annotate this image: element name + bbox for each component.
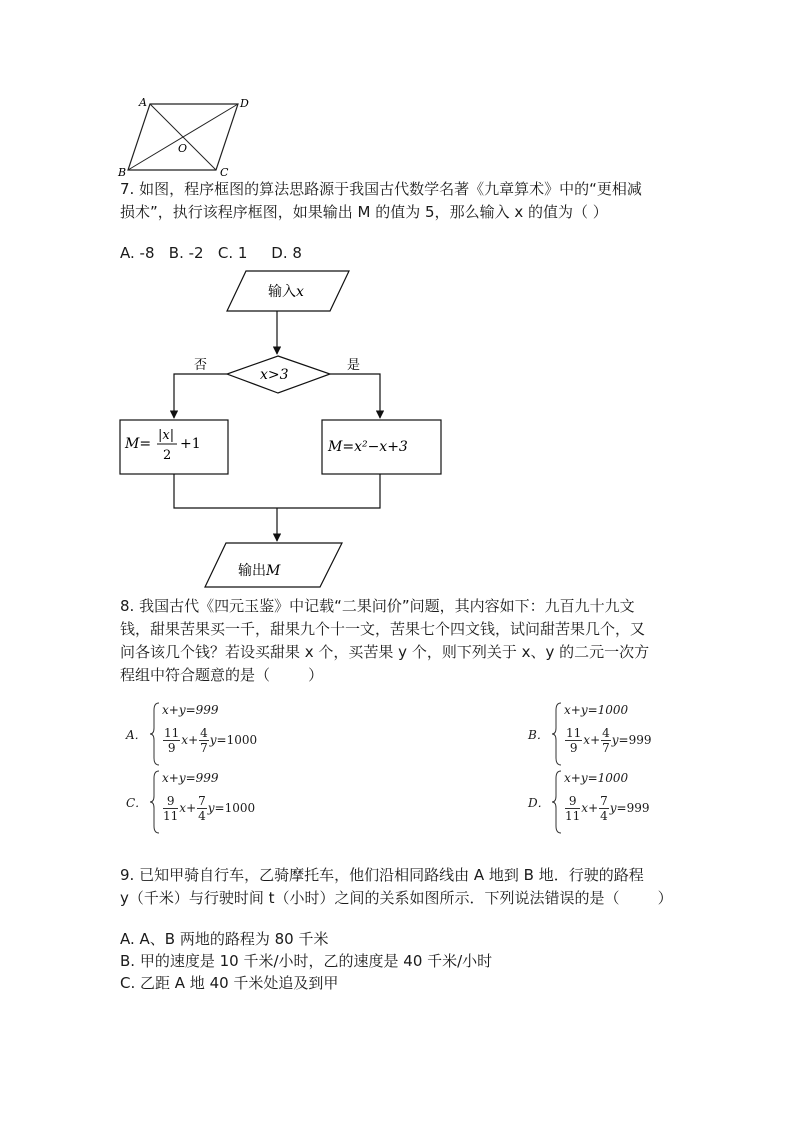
equation-2: $\frac{11}{9}$ x+ $\frac{4}{7}$ y=1000 bbox=[164, 726, 258, 755]
q9-option-c[interactable]: C. 乙距 A 地 40 千米处追及到甲 bbox=[120, 974, 339, 992]
arrow-yes-branch bbox=[330, 374, 380, 418]
brace-icon bbox=[552, 770, 562, 834]
equation-1: x+y=1000 bbox=[564, 703, 629, 717]
label-b: B bbox=[118, 166, 127, 179]
q8-line3: 问各该几个钱？若设买甜果 x 个，买苦果 y 个，则下列关于 x、y 的二元一次方 bbox=[120, 643, 650, 661]
left-box-prefix: M= bbox=[125, 436, 152, 452]
q8-line4: 程组中符合题意的是（ ） bbox=[120, 666, 324, 684]
option-label: C． bbox=[126, 796, 148, 810]
left-box-numerator: |x| bbox=[158, 428, 175, 443]
brace-icon bbox=[150, 702, 160, 766]
q8-line2: 钱，甜果苦果买一千，甜果九个十一文，苦果七个四文钱，试问甜苦果几个，又 bbox=[120, 620, 646, 638]
input-label: 输入x bbox=[268, 284, 304, 300]
arrow-no-branch bbox=[174, 374, 227, 418]
left-box-denominator: 2 bbox=[163, 448, 172, 463]
equation-1: x+y=999 bbox=[162, 771, 219, 785]
no-label: 否 bbox=[194, 358, 208, 373]
left-box-suffix: +1 bbox=[180, 436, 201, 452]
option-label: D． bbox=[528, 796, 550, 810]
label-d: D bbox=[240, 97, 249, 110]
q7-options: A. -8 B. -2 C. 1 D. 8 bbox=[120, 244, 302, 262]
q8-option-d[interactable] bbox=[528, 770, 698, 836]
right-box-formula: M=x²−x+3 bbox=[328, 439, 408, 455]
equation-1: x+y=1000 bbox=[564, 771, 629, 785]
brace-icon bbox=[552, 702, 562, 766]
equation-2: $\frac{9}{11}$ x+ $\frac{7}{4}$ y=1000 bbox=[163, 794, 256, 823]
q9-option-b[interactable]: B. 甲的速度是 10 千米/小时，乙的速度是 40 千米/小时 bbox=[120, 952, 493, 970]
label-o: O bbox=[178, 142, 188, 155]
condition-text: x>3 bbox=[260, 367, 289, 383]
output-label: 输出M bbox=[238, 563, 281, 579]
q8-option-b[interactable] bbox=[528, 702, 698, 768]
q9-line1: 9. 已知甲骑自行车，乙骑摩托车，他们沿相同路线由 A 地到 B 地．行驶的路程 bbox=[120, 866, 644, 884]
q7-line1: 7. 如图，程序框图的算法思路源于我国古代数学名著《九章算术》中的“更相减 bbox=[120, 180, 642, 198]
q9-option-a[interactable]: A. A、B 两地的路程为 80 千米 bbox=[120, 930, 329, 948]
option-label: B． bbox=[528, 728, 549, 742]
brace-icon bbox=[150, 770, 160, 834]
q8-line1: 8. 我国古代《四元玉鉴》中记载“二果问价”问题，其内容如下：九百九十九文 bbox=[120, 597, 635, 615]
label-c: C bbox=[220, 166, 229, 179]
equation-2: $\frac{9}{11}$ x+ $\frac{7}{4}$ y=999 bbox=[565, 794, 650, 823]
equation-1: x+y=999 bbox=[162, 703, 219, 717]
q8-option-a[interactable] bbox=[126, 702, 296, 768]
equation-2: $\frac{11}{9}$ x+ $\frac{4}{7}$ y=999 bbox=[566, 726, 652, 755]
q8-option-c[interactable] bbox=[126, 770, 296, 836]
merge-line bbox=[174, 474, 380, 508]
option-label: A． bbox=[126, 728, 147, 742]
yes-label: 是 bbox=[347, 358, 361, 373]
label-a: A bbox=[139, 96, 147, 109]
q9-line2: y（千米）与行驶时间 t（小时）之间的关系如图所示．下列说法错误的是（ ） bbox=[120, 889, 673, 907]
q7-line2: 损术”，执行该程序框图，如果输出 M 的值为 5，那么输入 x 的值为（ ） bbox=[120, 203, 608, 221]
